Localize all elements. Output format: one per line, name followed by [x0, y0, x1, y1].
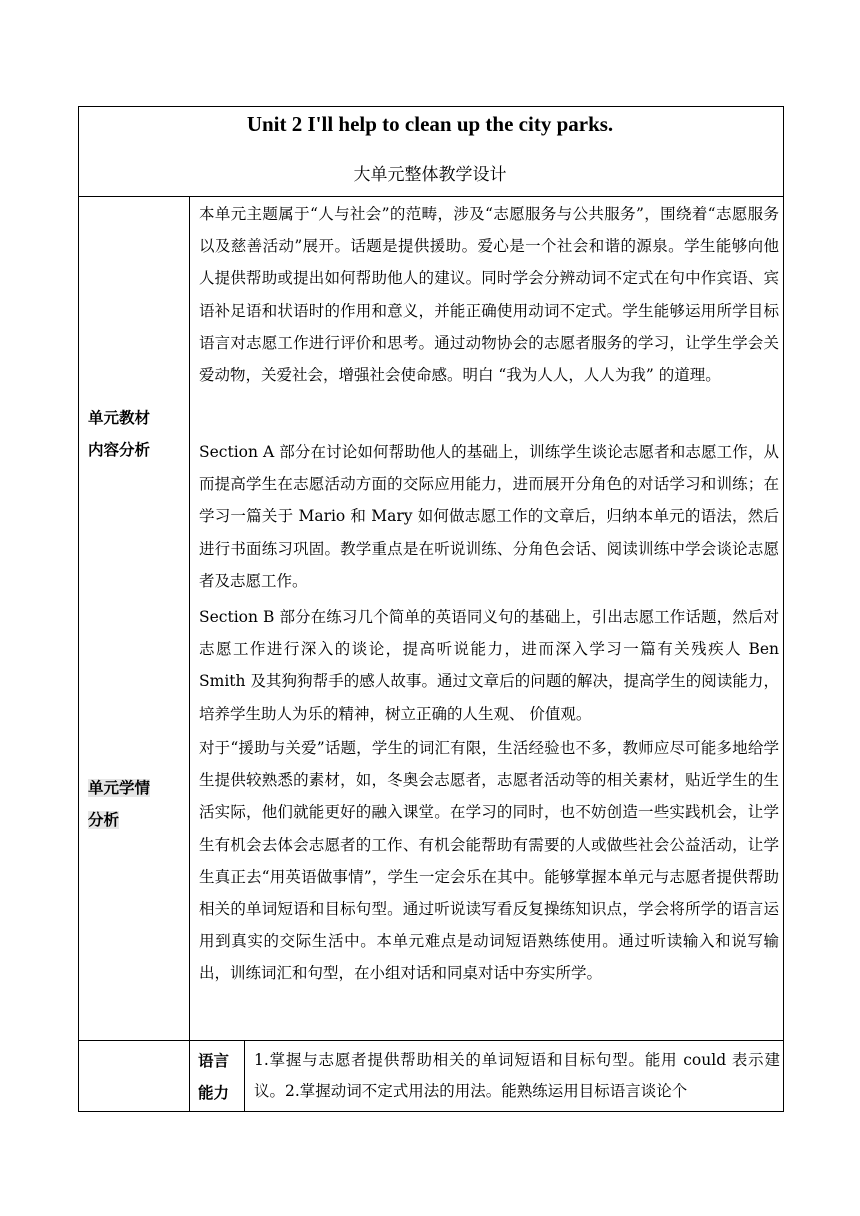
- learner-paragraph: 对于“援助与关爱”话题，学生的词汇有限，生活经验也不多，教师应尽可能多地给学生提供较熟悉的素材，如，冬奥会志愿者，志愿者活动等的相关素材，贴近学生的生活实际，他们就能更好的融入课堂。在学习的同时，也不妨创造一些实践机会，让学生有机会去体会志愿者的工作、有机会能帮助有需要的人或做些社会公益活动，让学生真正去“用英语做事情”，学生一定会乐在其中。能够掌握本单元与志愿者提供帮助相关的单词短语和目标句型。通过听说读写看反复操练知识点，学会将所学的语言运用到真实的交际生活中。本单元难点是动词短语熟练使用。通过听读输入和说写输出，训练词汇和句型，在小组对话和同桌对话中夯实所学。: [199, 739, 779, 983]
- content-paragraph: Section A 部分在讨论如何帮助他人的基础上，训练学生谈论志愿者和志愿工作，从而提高学生在志愿活动方面的交际应用能力，进而展开分角色的对话学习和训练；在学习一篇关于 Mario 和 Mary 如何做志愿工作的文章后，归纳本单元的语法，然后进行书面练习巩固。教学重点是在听说训练、分角色会话、阅读训练中学会谈论志愿者及志愿工作。: [199, 443, 779, 590]
- page-subtitle: 大单元整体教学设计: [353, 165, 507, 185]
- goals-label: [198, 1045, 229, 1109]
- learner-analysis-label: [88, 772, 150, 836]
- divider: [189, 1040, 190, 1112]
- divider: [78, 196, 784, 197]
- label-line: 能力: [198, 1084, 230, 1102]
- label-line: 语言: [198, 1052, 230, 1070]
- divider: [189, 196, 190, 1041]
- content-paragraph: Section B 部分在练习几个简单的英语同义句的基础上，引出志愿工作话题，然后对志愿工作进行深入的谈论，提高听说能力，进而深入学习一篇有关残疾人 Ben Smith 及其狗狗帮手的感人故事。通过文章后的问题的解决，提高学生的阅读能力，培养学生助人为乐的精神，树立正确的人生观、 价值观。: [199, 608, 779, 723]
- goals-text: 1.掌握与志愿者提供帮助相关的单词短语和目标句型。能用 could 表示建议。2.掌握动词不定式用法的用法。能熟练运用目标语言谈论个: [254, 1051, 780, 1100]
- divider: [78, 1040, 784, 1041]
- label-line: 分析: [88, 811, 120, 829]
- content-analysis-label: [88, 402, 150, 466]
- label-line: 单元教材: [88, 409, 151, 427]
- label-line: 单元学情: [88, 779, 151, 797]
- divider: [244, 1040, 245, 1112]
- content-paragraph: 本单元主题属于“人与社会”的范畴，涉及“志愿服务与公共服务”，围绕着“志愿服务以及慈善活动”展开。话题是提供援助。爱心是一个社会和谐的源泉。学生能够向他人提供帮助或提出如何帮助他人的建议。同时学会分辨动词不定式在句中作宾语、宾语补足语和状语时的作用和意义，并能正确使用动词不定式。学生能够运用所学目标语言对志愿工作进行评价和思考。通过动物协会的志愿者服务的学习，让学生学会关爱动物，关爱社会，增强社会使命感。明白 “我为人人，人人为我” 的道理。: [199, 205, 779, 385]
- label-line: 内容分析: [88, 441, 151, 459]
- page-title: Unit 2 I'll help to clean up the city parks.: [246, 112, 614, 136]
